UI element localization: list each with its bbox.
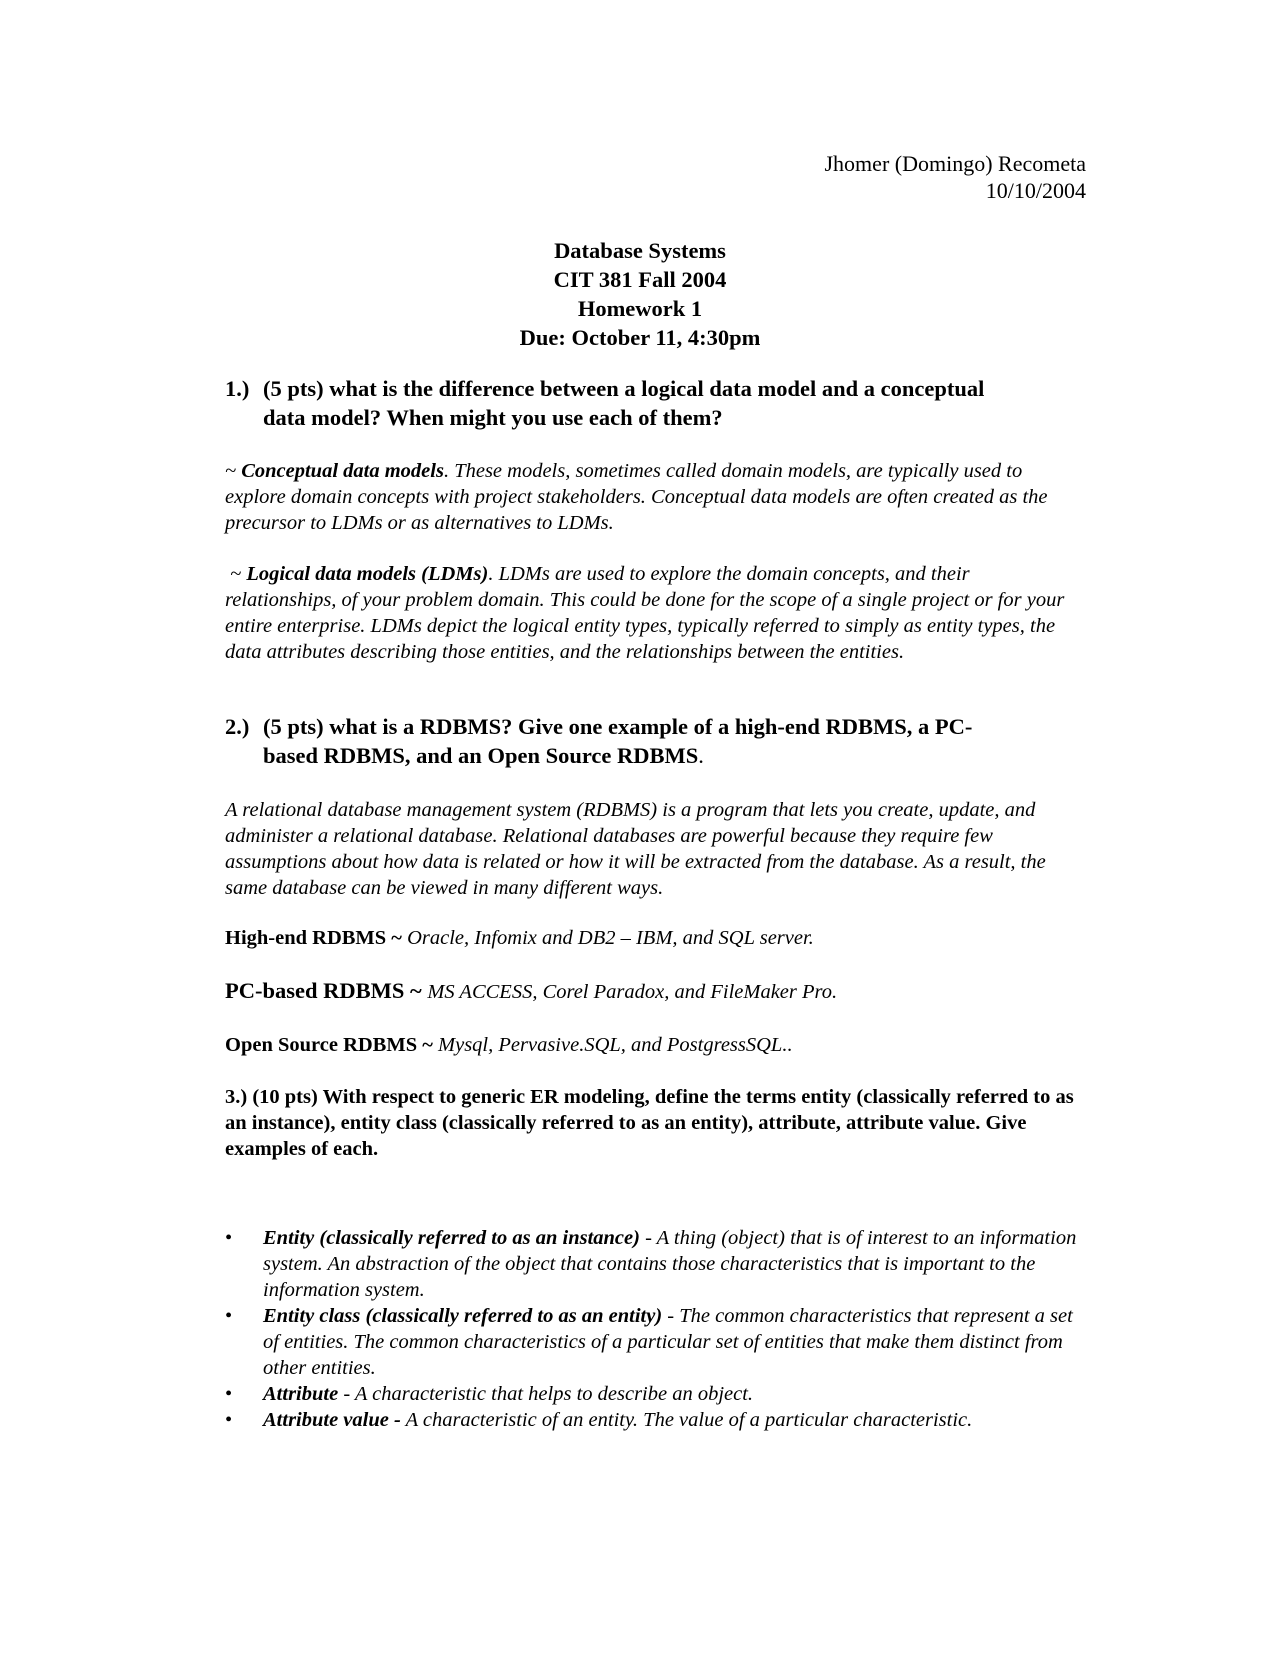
term: Attribute — [263, 1383, 339, 1405]
definition-text: - A thing (object) that is of interest to an information system. An abstraction of the object that contains those characteristics that is important to the information system. — [263, 1227, 1077, 1301]
question-number: 2.) — [225, 714, 250, 739]
example-open-source — [225, 1032, 1085, 1058]
example-pc-based — [225, 978, 1085, 1005]
conceptual-paragraph — [225, 458, 1085, 536]
term: Entity (classically referred to as an instance) — [263, 1227, 640, 1249]
question-line: based RDBMS, and an Open Source RDBMS — [263, 743, 699, 768]
example-label: Open Source RDBMS ~ — [225, 1034, 439, 1056]
question-number: 1.) — [225, 376, 250, 401]
logical-paragraph — [225, 561, 1085, 665]
example-label: High-end RDBMS ~ — [225, 927, 408, 949]
tilde: ~ — [225, 563, 247, 585]
definition-text: A characteristic of an entity. The value of a particular characteristic. — [400, 1409, 973, 1431]
term: Attribute value - — [263, 1409, 401, 1431]
bullet: • — [225, 1305, 233, 1327]
tilde: ~ — [225, 460, 242, 482]
definition-text: . LDMs are used to explore the domain concepts, and their relationships, of your problem domain. This could be done for the scope of a single project or for your entire enterprise. LDMs depict the logical entity types, typically referred to simply as entity types, the data attributes describing those entities, and the relationships between the entities. — [225, 563, 1065, 663]
example-high-end — [225, 925, 1085, 951]
question-period: . — [698, 743, 704, 768]
bullet: • — [225, 1409, 233, 1431]
question-3: 3.) (10 pts) With respect to generic ER modeling, define the terms entity (classically referred to as an instance), entity class (classically referred to as an entity), attribute, attribute value. Give examples of each. — [225, 1086, 1074, 1160]
due-date: Due: October 11, 4:30pm — [519, 325, 761, 350]
question-2 — [225, 712, 1075, 770]
question-line: data model? When might you use each of them? — [263, 405, 723, 430]
rdbms-definition: A relational database management system (RDBMS) is a program that lets you create, update, and administer a relational database. Relational databases are powerful because they require few assumptions about how data is related or how it will be extracted from the database. As a result, the same database can be viewed in many different ways. — [225, 799, 1046, 899]
bullet: • — [225, 1383, 233, 1405]
definition-text: . These models, sometimes called domain models, are typically used to explore domain concepts with project stakeholders. Conceptual data models are often created as the precursor to LDMs or as alternatives to LDMs. — [225, 460, 1048, 534]
bullet: • — [225, 1227, 233, 1249]
example-value: Oracle, Infomix and DB2 – IBM, and SQL server. — [407, 927, 814, 949]
author-name: Jhomer (Domingo) Recometa — [824, 151, 1086, 176]
example-label: PC-based RDBMS ~ — [225, 978, 428, 1003]
definition-list — [225, 1225, 1085, 1433]
list-item — [225, 1407, 1085, 1433]
definition-text: - The common characteristics that represent a set of entities. The common characteristics of a particular set of entities that make them distinct from other entities. — [263, 1305, 1073, 1379]
example-value: MS ACCESS, Corel Paradox, and FileMaker Pro. — [427, 981, 838, 1003]
term: Entity class (classically referred to as an entity) — [263, 1305, 663, 1327]
title-block — [0, 236, 1280, 352]
course-code: CIT 381 Fall 2004 — [553, 267, 727, 292]
question-line: (5 pts) what is the difference between a logical data model and a conceptual — [263, 376, 985, 401]
term: Logical data models (LDMs) — [246, 563, 489, 585]
question-line: (5 pts) what is a RDBMS? Give one example of a high-end RDBMS, a PC- — [263, 714, 973, 739]
example-value: Mysql, Pervasive.SQL, and PostgressSQL.. — [438, 1034, 793, 1056]
course-title: Database Systems — [554, 238, 726, 263]
author-date: 10/10/2004 — [985, 178, 1086, 203]
term: Conceptual data models — [241, 460, 444, 482]
list-item — [225, 1381, 1085, 1407]
definition-text: - A characteristic that helps to describe an object. — [338, 1383, 754, 1405]
author-block — [825, 150, 1087, 204]
assignment-title: Homework 1 — [577, 296, 703, 321]
list-item — [225, 1303, 1085, 1381]
question-1 — [225, 374, 1075, 432]
list-item — [225, 1225, 1085, 1303]
